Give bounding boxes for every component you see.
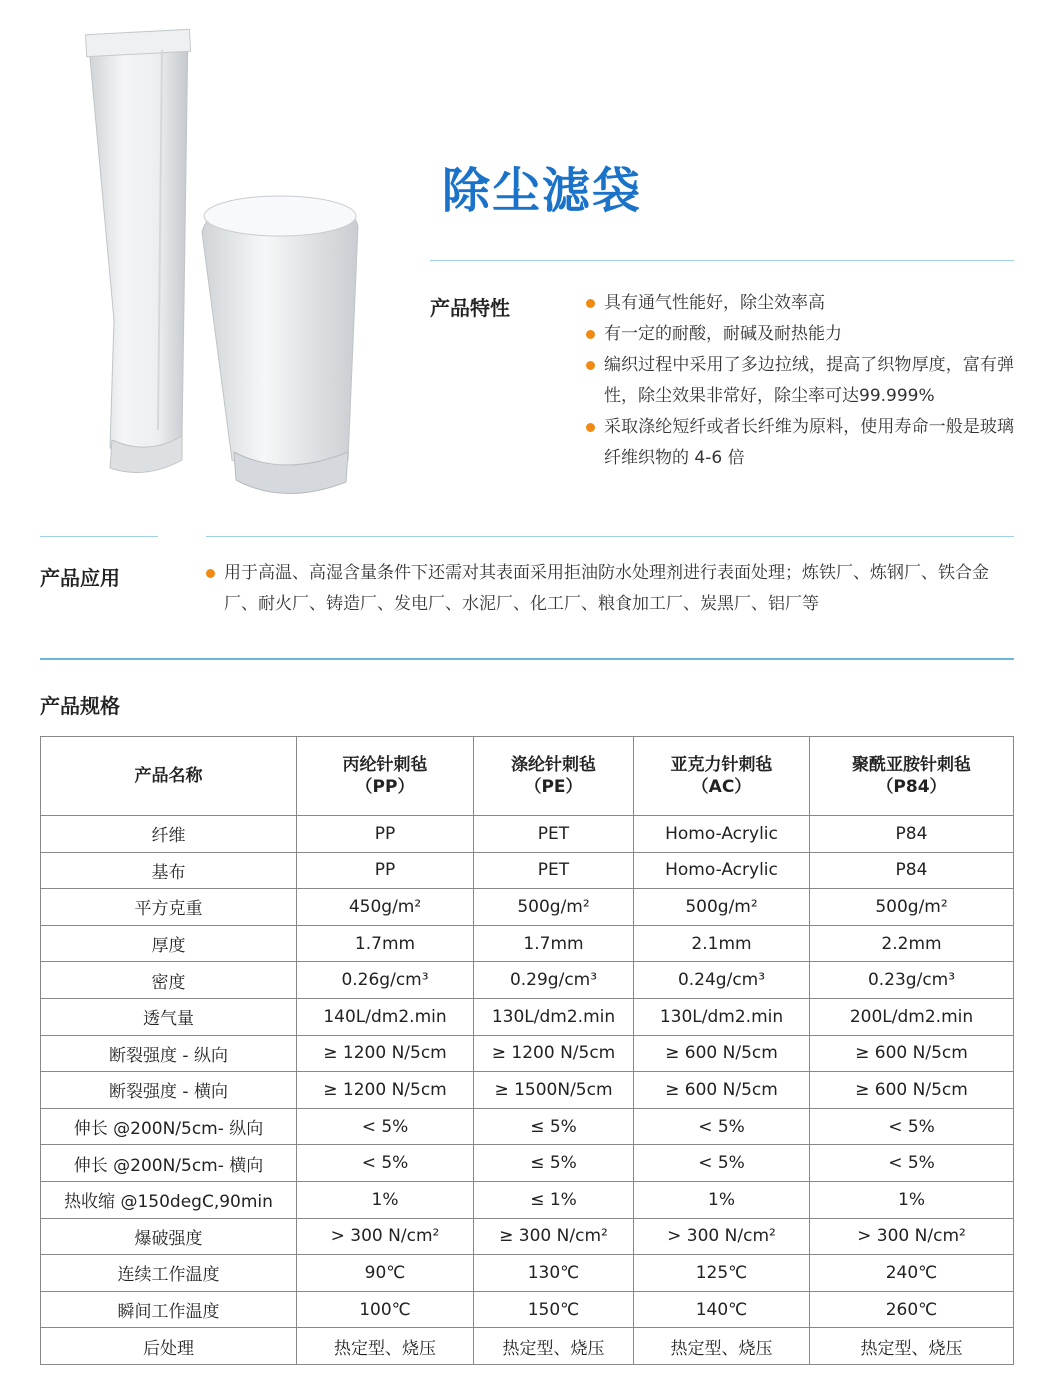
spec-cell: 热定型、烧压 (297, 1328, 474, 1365)
spec-row-label: 爆破强度 (41, 1218, 297, 1255)
spec-row-label: 断裂强度 - 横向 (41, 1072, 297, 1109)
spec-cell: 90℃ (297, 1255, 474, 1292)
spec-cell: 1% (634, 1181, 810, 1218)
spec-header-p84: 聚酰亚胺针刺毡 （P84） (810, 737, 1014, 816)
table-row (41, 925, 1014, 962)
spec-cell: > 300 N/cm² (297, 1218, 474, 1255)
spec-row-label: 断裂强度 - 纵向 (41, 1035, 297, 1072)
spec-cell: 500g/m² (634, 889, 810, 926)
table-row (41, 1291, 1014, 1328)
application-list (206, 558, 1016, 620)
specs-heading: 产品规格 (40, 694, 120, 718)
specs-divider (40, 658, 1014, 660)
features-list (586, 288, 1014, 474)
bullet-icon (586, 299, 595, 308)
spec-row-label: 基布 (41, 852, 297, 889)
application-item: 用于高温、高湿含量条件下还需对其表面采用拒油防水处理剂进行表面处理；炼铁厂、炼钢厂、铁合金厂、耐火厂、铸造厂、发电厂、水泥厂、化工厂、粮食加工厂、炭黑厂、铝厂等 (206, 558, 1016, 620)
spec-cell: Homo-Acrylic (634, 852, 810, 889)
spec-cell: 150℃ (474, 1291, 634, 1328)
bullet-icon (586, 330, 595, 339)
spec-cell: P84 (810, 816, 1014, 853)
spec-cell: 0.26g/cm³ (297, 962, 474, 999)
spec-cell: > 300 N/cm² (634, 1218, 810, 1255)
spec-cell: 140℃ (634, 1291, 810, 1328)
spec-cell: ≥ 1200 N/5cm (474, 1035, 634, 1072)
table-row (41, 962, 1014, 999)
spec-cell: 125℃ (634, 1255, 810, 1292)
application-heading: 产品应用 (40, 566, 120, 590)
spec-row-label: 密度 (41, 962, 297, 999)
spec-cell: PET (474, 852, 634, 889)
spec-cell: 500g/m² (810, 889, 1014, 926)
spec-cell: ≤ 5% (474, 1108, 634, 1145)
spec-row-label: 伸长 @200N/5cm- 横向 (41, 1145, 297, 1182)
spec-table (40, 736, 1014, 1365)
spec-row-label: 厚度 (41, 925, 297, 962)
table-row (41, 1145, 1014, 1182)
spec-cell: 260℃ (810, 1291, 1014, 1328)
spec-cell: 0.23g/cm³ (810, 962, 1014, 999)
spec-cell: 2.1mm (634, 925, 810, 962)
spec-cell: 130L/dm2.min (634, 998, 810, 1035)
spec-cell: < 5% (634, 1145, 810, 1182)
table-row (41, 1181, 1014, 1218)
spec-cell: PET (474, 816, 634, 853)
spec-cell: 140L/dm2.min (297, 998, 474, 1035)
page-title: 除尘滤袋 (442, 163, 643, 219)
bullet-icon (586, 361, 595, 370)
spec-cell: ≤ 5% (474, 1145, 634, 1182)
spec-cell: PP (297, 816, 474, 853)
spec-cell: 热定型、烧压 (810, 1328, 1014, 1365)
spec-cell: 热定型、烧压 (634, 1328, 810, 1365)
table-row (41, 1108, 1014, 1145)
title-divider (430, 260, 1014, 261)
spec-cell: ≥ 600 N/5cm (810, 1035, 1014, 1072)
spec-cell: 200L/dm2.min (810, 998, 1014, 1035)
bullet-icon (586, 423, 595, 432)
spec-cell: 1.7mm (474, 925, 634, 962)
spec-cell: 240℃ (810, 1255, 1014, 1292)
spec-row-label: 后处理 (41, 1328, 297, 1365)
spec-cell: ≥ 1200 N/5cm (297, 1072, 474, 1109)
spec-row-label: 伸长 @200N/5cm- 纵向 (41, 1108, 297, 1145)
spec-cell: 热定型、烧压 (474, 1328, 634, 1365)
spec-row-label: 热收缩 @150degC,90min (41, 1181, 297, 1218)
spec-cell: ≥ 600 N/5cm (634, 1072, 810, 1109)
spec-cell: ≥ 300 N/cm² (474, 1218, 634, 1255)
spec-row-label: 透气量 (41, 998, 297, 1035)
spec-table-body (41, 816, 1014, 1365)
filter-bag-image (70, 20, 390, 510)
feature-item: 具有通气性能好，除尘效率高 (586, 288, 1014, 319)
application-divider-left (40, 536, 158, 537)
spec-cell: < 5% (810, 1145, 1014, 1182)
spec-cell: < 5% (810, 1108, 1014, 1145)
spec-cell: < 5% (297, 1108, 474, 1145)
feature-item: 有一定的耐酸，耐碱及耐热能力 (586, 319, 1014, 350)
spec-cell: 2.2mm (810, 925, 1014, 962)
spec-cell: 450g/m² (297, 889, 474, 926)
spec-header-pp: 丙纶针刺毡 （PP） (297, 737, 474, 816)
table-row (41, 816, 1014, 853)
spec-header-label: 产品名称 (41, 737, 297, 816)
spec-cell: 500g/m² (474, 889, 634, 926)
spec-row-label: 瞬间工作温度 (41, 1291, 297, 1328)
spec-cell: 1.7mm (297, 925, 474, 962)
spec-cell: ≥ 1200 N/5cm (297, 1035, 474, 1072)
table-row (41, 1072, 1014, 1109)
spec-cell: < 5% (634, 1108, 810, 1145)
spec-cell: 1% (297, 1181, 474, 1218)
table-row (41, 889, 1014, 926)
spec-cell: 0.29g/cm³ (474, 962, 634, 999)
feature-item: 编织过程中采用了多边拉绒，提高了织物厚度，富有弹性，除尘效果非常好，除尘率可达99.999% (586, 350, 1014, 412)
spec-cell: > 300 N/cm² (810, 1218, 1014, 1255)
spec-cell: ≥ 600 N/5cm (810, 1072, 1014, 1109)
bullet-icon (206, 569, 215, 578)
table-row (41, 1255, 1014, 1292)
spec-cell: ≥ 1500N/5cm (474, 1072, 634, 1109)
spec-header-pe: 涤纶针刺毡 （PE） (474, 737, 634, 816)
spec-cell: PP (297, 852, 474, 889)
spec-row-label: 连续工作温度 (41, 1255, 297, 1292)
spec-cell: 1% (810, 1181, 1014, 1218)
spec-cell: 130L/dm2.min (474, 998, 634, 1035)
spec-cell: ≤ 1% (474, 1181, 634, 1218)
spec-cell: 0.24g/cm³ (634, 962, 810, 999)
spec-header-ac: 亚克力针刺毡 （AC） (634, 737, 810, 816)
table-row (41, 1328, 1014, 1365)
table-row (41, 998, 1014, 1035)
spec-cell: 130℃ (474, 1255, 634, 1292)
spec-cell: 100℃ (297, 1291, 474, 1328)
features-heading: 产品特性 (430, 296, 510, 320)
application-divider-right (206, 536, 1014, 537)
feature-item: 采取涤纶短纤或者长纤维为原料，使用寿命一般是玻璃纤维织物的 4-6 倍 (586, 412, 1014, 474)
spec-row-label: 平方克重 (41, 889, 297, 926)
table-row (41, 1218, 1014, 1255)
table-row (41, 1035, 1014, 1072)
spec-header-row (41, 737, 1014, 816)
spec-row-label: 纤维 (41, 816, 297, 853)
table-row (41, 852, 1014, 889)
spec-cell: P84 (810, 852, 1014, 889)
spec-cell: ≥ 600 N/5cm (634, 1035, 810, 1072)
spec-cell: < 5% (297, 1145, 474, 1182)
spec-cell: Homo-Acrylic (634, 816, 810, 853)
